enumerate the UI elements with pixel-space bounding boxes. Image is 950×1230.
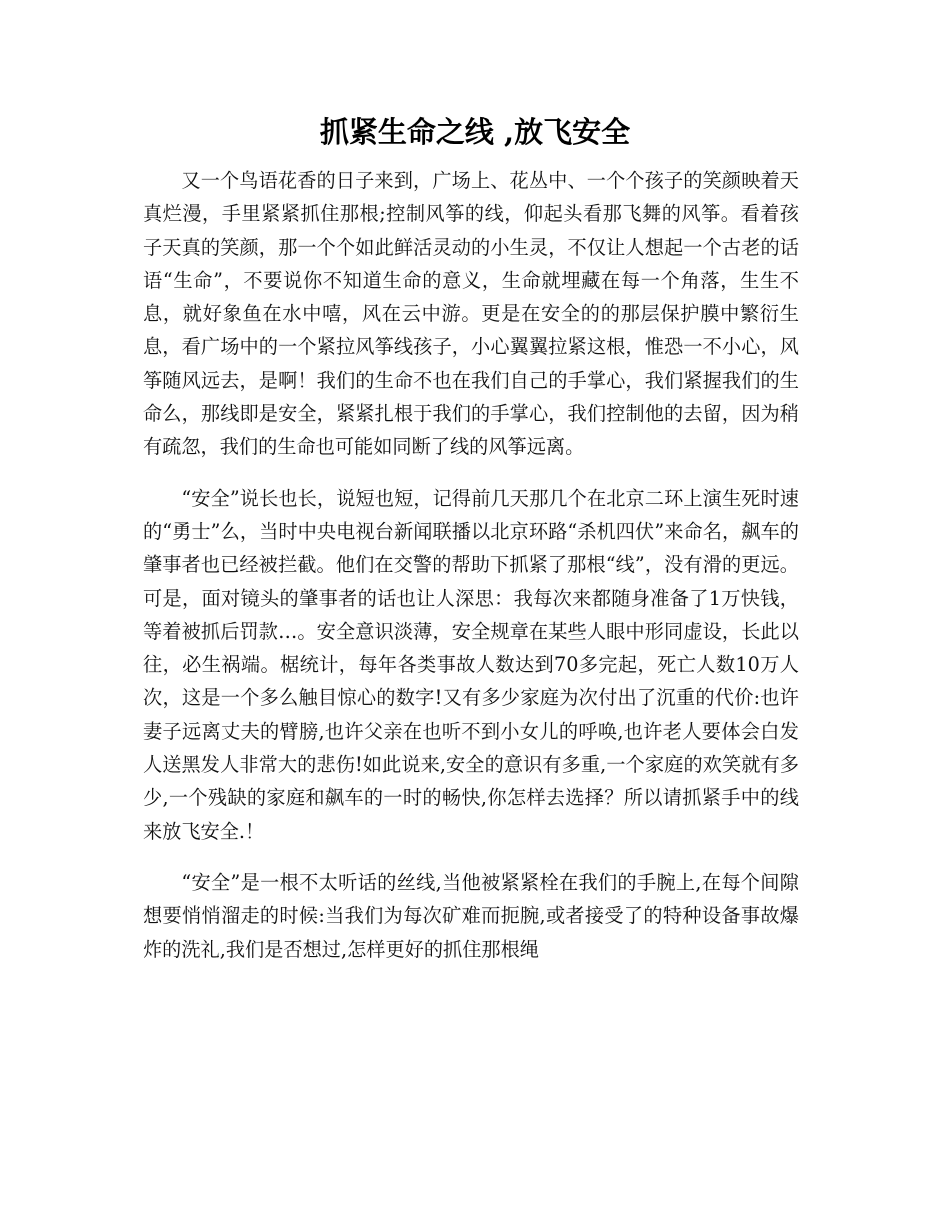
document-body xyxy=(143,164,799,984)
paragraph-3: “安全”是一根不太听话的丝线,当他被紧紧栓在我们的手腕上,在每个间隙想要悄悄溜走的时候:当我们为每次矿难而扼腕,或者接受了的特种设备事故爆炸的洗礼,我们是否想过,怎样更好的抓住那根绳 xyxy=(143,870,799,961)
paragraph-2: “安全”说长也长，说短也短，记得前几天那几个在北京二环上演生死时速的“勇士”么，当时中央电视台新闻联播以北京环路“杀机四伏”来命名，飙车的肇事者也已经被拦截。他们在交警的帮助下抓紧了那根“线”，没有滑的更远。可是，面对镜头的肇事者的话也让人深思：我每次来都随身准备了1万快钱，等着被抓后罚款…。安全意识淡薄，安全规章在某些人眼中形同虚设，长此以往，必生祸端。椐统计，每年各类事故人数达到70多完起，死亡人数10万人次，这是一个多么触目惊心的数字!又有多少家庭为次付出了沉重的代价:也许妻子远离丈夫的臂膀,也许父亲在也听不到小女儿的呼唤,也许老人要体会白发人送黑发人非常大的悲伤!如此说来,安全的意识有多重,一个家庭的欢笑就有多少,一个残缺的家庭和飙车的一时的畅快,你怎样去选择？所以请抓紧手中的线来放飞安全.！ xyxy=(143,486,799,843)
document-title: 抓紧生命之线 ,放飞安全 xyxy=(319,115,631,149)
paragraph-1: 又一个鸟语花香的日子来到，广场上、花丛中、一个个孩子的笑颜映着天真烂漫，手里紧紧抓住那根;控制风筝的线，仰起头看那飞舞的风筝。看着孩子天真的笑颜，那一个个如此鲜活灵动的小生灵，不仅让人想起一个古老的话语“生命”，不要说你不知道生命的意义，生命就埋藏在每一个角落，生生不息，就好象鱼在水中嘻，风在云中游。更是在安全的的那层保护膜中繁衍生息，看广场中的一个紧拉风筝线孩子，小心翼翼拉紧这根，惟恐一不小心，风筝随风远去，是啊！我们的生命不也在我们自己的手掌心，我们紧握我们的生命么，那线即是安全，紧紧扎根于我们的手掌心，我们控制他的去留，因为稍有疏忽，我们的生命也可能如同断了线的风筝远离。 xyxy=(143,169,799,459)
